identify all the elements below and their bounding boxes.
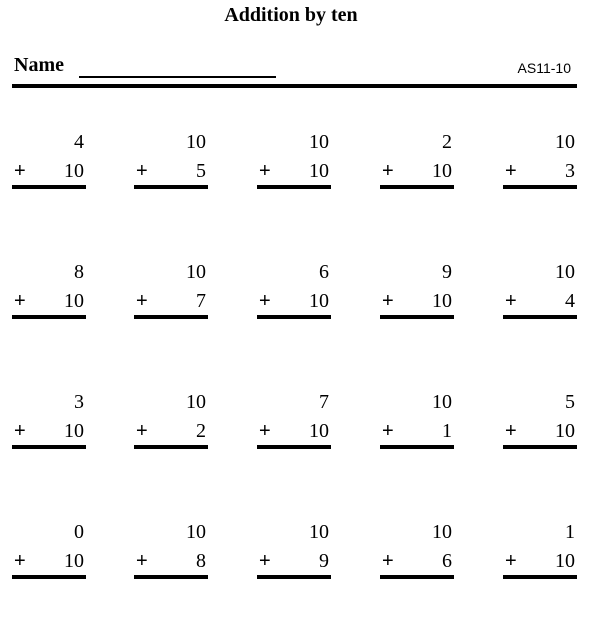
problem-17: [134, 520, 208, 580]
bottom-addend: 10: [64, 290, 84, 312]
problem-5: [503, 130, 577, 190]
answer-line: [134, 575, 208, 579]
plus-sign: +: [382, 420, 394, 442]
answer-line: [380, 315, 454, 319]
top-addend: 10: [555, 261, 575, 283]
bottom-addend: 10: [555, 420, 575, 442]
plus-sign: +: [505, 160, 517, 182]
problem-3: [257, 130, 331, 190]
top-addend: 2: [442, 131, 452, 153]
worksheet-title: Addition by ten: [224, 4, 358, 26]
bottom-addend: 2: [196, 420, 206, 442]
plus-sign: +: [259, 420, 271, 442]
bottom-addend: 9: [319, 550, 329, 572]
top-addend: 10: [309, 131, 329, 153]
top-addend: 6: [319, 261, 329, 283]
plus-sign: +: [14, 550, 26, 572]
top-addend: 0: [74, 521, 84, 543]
bottom-addend: 10: [309, 420, 329, 442]
top-addend: 1: [565, 521, 575, 543]
name-row: [14, 54, 577, 82]
plus-sign: +: [259, 550, 271, 572]
name-label: Name: [14, 54, 64, 76]
answer-line: [12, 315, 86, 319]
plus-sign: +: [14, 290, 26, 312]
problem-11: [12, 390, 86, 450]
top-addend: 4: [74, 131, 84, 153]
top-addend: 10: [432, 521, 452, 543]
plus-sign: +: [136, 290, 148, 312]
plus-sign: +: [136, 420, 148, 442]
worksheet-code: AS11-10: [517, 60, 571, 76]
bottom-addend: 10: [432, 290, 452, 312]
answer-line: [12, 575, 86, 579]
plus-sign: +: [259, 290, 271, 312]
bottom-addend: 10: [432, 160, 452, 182]
answer-line: [503, 445, 577, 449]
bottom-addend: 6: [442, 550, 452, 572]
top-addend: 10: [186, 261, 206, 283]
bottom-addend: 10: [64, 420, 84, 442]
problem-19: [380, 520, 454, 580]
problem-13: [257, 390, 331, 450]
top-addend: 8: [74, 261, 84, 283]
answer-line: [134, 445, 208, 449]
bottom-addend: 1: [442, 420, 452, 442]
problem-20: [503, 520, 577, 580]
plus-sign: +: [382, 160, 394, 182]
plus-sign: +: [136, 550, 148, 572]
plus-sign: +: [136, 160, 148, 182]
answer-line: [257, 185, 331, 189]
answer-line: [503, 185, 577, 189]
bottom-addend: 10: [309, 160, 329, 182]
bottom-addend: 10: [309, 290, 329, 312]
plus-sign: +: [14, 160, 26, 182]
bottom-addend: 8: [196, 550, 206, 572]
problem-6: [12, 260, 86, 320]
problem-4: [380, 130, 454, 190]
top-addend: 7: [319, 391, 329, 413]
problem-8: [257, 260, 331, 320]
answer-line: [380, 185, 454, 189]
plus-sign: +: [259, 160, 271, 182]
problem-2: [134, 130, 208, 190]
problem-15: [503, 390, 577, 450]
bottom-addend: 4: [565, 290, 575, 312]
problem-10: [503, 260, 577, 320]
bottom-addend: 7: [196, 290, 206, 312]
problem-18: [257, 520, 331, 580]
name-blank-line[interactable]: [79, 76, 276, 78]
answer-line: [257, 575, 331, 579]
problem-1: [12, 130, 86, 190]
plus-sign: +: [382, 290, 394, 312]
top-addend: 10: [555, 131, 575, 153]
plus-sign: +: [505, 550, 517, 572]
answer-line: [257, 445, 331, 449]
header-rule: [12, 84, 577, 88]
top-addend: 10: [432, 391, 452, 413]
problem-7: [134, 260, 208, 320]
plus-sign: +: [505, 290, 517, 312]
bottom-addend: 10: [64, 550, 84, 572]
top-addend: 9: [442, 261, 452, 283]
plus-sign: +: [14, 420, 26, 442]
answer-line: [257, 315, 331, 319]
bottom-addend: 3: [565, 160, 575, 182]
top-addend: 3: [74, 391, 84, 413]
plus-sign: +: [505, 420, 517, 442]
bottom-addend: 10: [555, 550, 575, 572]
bottom-addend: 5: [196, 160, 206, 182]
top-addend: 10: [186, 131, 206, 153]
top-addend: 5: [565, 391, 575, 413]
plus-sign: +: [382, 550, 394, 572]
answer-line: [134, 185, 208, 189]
problem-9: [380, 260, 454, 320]
answer-line: [12, 445, 86, 449]
bottom-addend: 10: [64, 160, 84, 182]
answer-line: [380, 445, 454, 449]
top-addend: 10: [186, 391, 206, 413]
answer-line: [134, 315, 208, 319]
answer-line: [503, 575, 577, 579]
problem-14: [380, 390, 454, 450]
answer-line: [380, 575, 454, 579]
top-addend: 10: [186, 521, 206, 543]
answer-line: [503, 315, 577, 319]
answer-line: [12, 185, 86, 189]
top-addend: 10: [309, 521, 329, 543]
problem-16: [12, 520, 86, 580]
problem-12: [134, 390, 208, 450]
